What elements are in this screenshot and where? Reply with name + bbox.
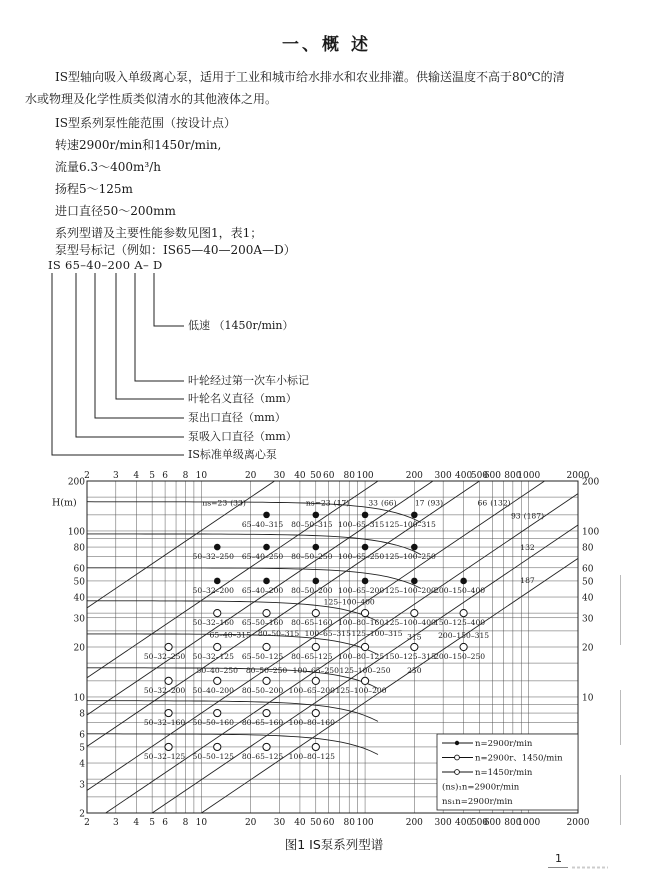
pump-model-label: 80–50–315 bbox=[257, 628, 300, 638]
point-labels bbox=[144, 520, 489, 761]
annotation-inlet: 泵吸入口直径（mm） bbox=[188, 430, 297, 443]
y-tick-label-left: 30 bbox=[73, 614, 85, 625]
x-tick-label-bottom: 30 bbox=[273, 818, 286, 828]
pump-model-label: 50–50–125 bbox=[192, 751, 234, 761]
y-tick-label-left: 8 bbox=[79, 709, 85, 720]
y-tick-label-left: 50 bbox=[73, 577, 85, 588]
x-tick-label-top: 200 bbox=[405, 471, 423, 481]
x-tick-label-bottom: 500 bbox=[470, 818, 489, 828]
y-tick-label-left: 100 bbox=[67, 527, 85, 538]
x-tick-label-top: 3 bbox=[112, 471, 119, 481]
x-tick-label-bottom: 50 bbox=[310, 818, 322, 828]
pump-model-label: 65–50–125 bbox=[241, 652, 284, 661]
x-tick-label-bottom: 1000 bbox=[517, 818, 541, 828]
annotation-low-speed: 低速 （1450r/min） bbox=[188, 319, 294, 332]
pump-model-label: 100–80–125 bbox=[337, 652, 385, 661]
pump-point-1450 bbox=[312, 709, 319, 716]
page-edge-mark bbox=[620, 575, 621, 645]
x-tick-label-bottom: 8 bbox=[182, 818, 189, 828]
pump-point-2900 bbox=[362, 578, 369, 585]
pump-model-label: 125–100–400 bbox=[384, 618, 436, 628]
x-tick-label-top: 40 bbox=[294, 471, 306, 481]
x-tick-label-top: 800 bbox=[504, 471, 522, 481]
x-tick-label-top: 80 bbox=[343, 471, 355, 481]
y-tick-label-left: 20 bbox=[73, 643, 85, 654]
legend-marker-filled bbox=[455, 741, 459, 745]
pump-model-label: 50–32–160 bbox=[192, 618, 234, 628]
y-tick-label-left: 6 bbox=[79, 730, 85, 741]
annotation-impeller: 叶轮名义直径（mm） bbox=[188, 392, 297, 405]
x-tick-label-top: 400 bbox=[455, 471, 473, 481]
pump-model-label: 50–32–200 bbox=[143, 685, 186, 695]
ns-line-sublabel: (17) bbox=[333, 498, 350, 508]
pump-model-label: 100–65–315 bbox=[304, 628, 351, 638]
ns-line bbox=[87, 481, 433, 715]
page-edge-mark bbox=[620, 690, 621, 745]
intro-line-1: IS型轴向吸入单级离心泵，适用于工业和城市给水排水和农业排灌。供输送温度不高于80℃的清 bbox=[55, 70, 565, 84]
x-tick-label-top: 2000 bbox=[566, 471, 590, 481]
pump-model-label: 50–50–160 bbox=[192, 718, 234, 728]
y-tick-label-left: 5 bbox=[79, 743, 85, 754]
pump-model-label: 125–100–400 bbox=[323, 597, 375, 607]
ns-line-label: 66 (132) bbox=[477, 498, 511, 508]
pump-point-2900 bbox=[312, 512, 319, 519]
pump-point-2900-1450 bbox=[460, 610, 467, 617]
pump-model-label: 125–100–250 bbox=[339, 665, 391, 675]
pump-model-label: 80–50–200 bbox=[291, 585, 333, 595]
pump-model-label: 80–65–125 bbox=[291, 652, 333, 661]
x-tick-label-bottom: 10 bbox=[195, 818, 208, 828]
legend-entry-label: n=2900r/min bbox=[475, 739, 533, 749]
legend-entry-label: n=1450r/min bbox=[475, 768, 533, 778]
pump-model-label: 50–32–250 bbox=[143, 652, 186, 661]
pump-point-2900 bbox=[362, 512, 369, 519]
x-tick-label-bottom: 40 bbox=[294, 818, 306, 828]
y-tick-label-left: 40 bbox=[73, 593, 85, 604]
pump-point-2900-1450 bbox=[361, 643, 368, 650]
pump-model-label: 50–40–250 bbox=[196, 665, 238, 675]
page-number-underline bbox=[548, 866, 608, 869]
pump-point-1450 bbox=[361, 677, 368, 684]
x-tick-label-bottom: 800 bbox=[504, 818, 522, 828]
pump-point-2900 bbox=[263, 512, 270, 519]
annotation-outlet: 泵出口直径（mm） bbox=[188, 411, 286, 424]
x-tick-label-top: 600 bbox=[483, 471, 502, 481]
pump-point-2900-1450 bbox=[263, 643, 270, 650]
pump-point-1450 bbox=[214, 709, 221, 716]
pump-model-label: 100–65–250 bbox=[337, 552, 385, 562]
series-ref-line: 系列型谱及主要性能参数见图1，表1； bbox=[55, 226, 263, 240]
annotation-is: IS标准单级离心泵 bbox=[188, 448, 277, 461]
pump-point-2900-1450 bbox=[214, 610, 221, 617]
model-code: IS 65–40–200 A– D bbox=[48, 258, 163, 272]
pump-point-1450 bbox=[165, 677, 172, 684]
x-tick-label-bottom: 100 bbox=[356, 818, 374, 828]
pump-point-2900-1450 bbox=[312, 610, 319, 617]
x-tick-label-top: 60 bbox=[323, 471, 335, 481]
x-tick-label-top: 5 bbox=[149, 471, 155, 481]
pump-model-label: 100–80–125 bbox=[288, 751, 335, 761]
pump-point-1450 bbox=[460, 643, 467, 650]
pump-point-2900-1450 bbox=[361, 610, 368, 617]
annotation-trim: 叶轮经过第一次车小标记 bbox=[188, 374, 309, 387]
pump-point-2900-1450 bbox=[263, 610, 270, 617]
y-tick-label-left: 4 bbox=[79, 759, 85, 770]
pump-point-1450 bbox=[263, 743, 270, 750]
chart-legend bbox=[437, 734, 578, 810]
pump-model-label: 80–50–250 bbox=[291, 552, 333, 562]
ns-line-label: 132 bbox=[520, 542, 535, 552]
pump-model-label: 100–80–160 bbox=[288, 718, 335, 728]
pump-point-2900-1450 bbox=[312, 643, 319, 650]
pump-model-label: 50–32–160 bbox=[143, 718, 186, 728]
pump-model-label: 200–150–250 bbox=[434, 652, 486, 661]
x-tick-label-bottom: 300 bbox=[434, 818, 452, 828]
pump-point-2900-1450 bbox=[214, 643, 221, 650]
pump-model-label: 200–150–315 bbox=[438, 630, 490, 640]
ns-line-label: 33 (66) bbox=[368, 498, 397, 508]
x-tick-label-bottom: 80 bbox=[343, 818, 355, 828]
x-tick-label-top: 50 bbox=[310, 471, 322, 481]
x-tick-label-top: 1000 bbox=[517, 471, 541, 481]
pump-point-1450 bbox=[165, 709, 172, 716]
pump-point-1450 bbox=[312, 743, 319, 750]
x-tick-label-top: 8 bbox=[182, 471, 189, 481]
pump-model-label: 80–50–200 bbox=[241, 685, 284, 695]
ns-line-label: 93 (187) bbox=[510, 511, 545, 521]
legend-entry-label: (ns)₁n=2900r/min bbox=[442, 782, 520, 793]
y-tick-label-right: 60 bbox=[582, 564, 594, 575]
y-tick-label-right: 100 bbox=[582, 527, 600, 538]
pump-point-2900 bbox=[312, 544, 319, 551]
x-tick-label-bottom: 2000 bbox=[566, 818, 590, 828]
pump-model-label: 250 bbox=[407, 665, 422, 675]
page-edge-mark bbox=[620, 775, 621, 825]
y-tick-label-right: 80 bbox=[582, 543, 594, 554]
pump-point-2900 bbox=[263, 544, 270, 551]
pump-point-1450 bbox=[165, 643, 172, 650]
pump-model-label: 50–32–250 bbox=[192, 552, 234, 562]
ns-line-label: ns=23 (17) bbox=[305, 498, 350, 508]
pump-model-label: 100–65–200 bbox=[288, 685, 335, 695]
range-heading: IS型系列泵性能范围（按设计点） bbox=[55, 116, 236, 130]
pump-point-1450 bbox=[411, 643, 418, 650]
ns-line-label: 187 bbox=[520, 576, 535, 586]
y-tick-label-left: 200 bbox=[67, 477, 85, 488]
inlet-line: 进口直径50～200mm bbox=[55, 204, 176, 218]
ns-line-sublabel: (187) bbox=[523, 511, 545, 521]
pump-model-label: 65–40–315 bbox=[241, 519, 284, 529]
pump-model-label: 50–40–200 bbox=[192, 685, 234, 695]
x-tick-label-bottom: 60 bbox=[323, 818, 335, 828]
pump-point-2900 bbox=[362, 544, 369, 551]
x-tick-label-bottom: 4 bbox=[133, 818, 140, 828]
y-tick-label-right: 200 bbox=[582, 477, 600, 488]
pump-point-2900 bbox=[214, 544, 221, 551]
pump-model-label: 125–100–315 bbox=[351, 628, 403, 638]
pump-model-label: 50–32–125 bbox=[192, 652, 234, 661]
pump-point-2900 bbox=[214, 578, 221, 585]
model-mark-line: 泵型号标记（例如：IS65—40—200A—D） bbox=[55, 243, 296, 257]
x-tick-label-bottom: 6 bbox=[162, 818, 168, 828]
pump-point-1450 bbox=[263, 677, 270, 684]
y-axis-label: H(m) bbox=[52, 497, 77, 509]
pump-model-label: 125–100–200 bbox=[384, 585, 436, 595]
x-tick-label-top: 4 bbox=[133, 471, 140, 481]
legend-entry-label: ns₁n=2900r/min bbox=[442, 797, 513, 807]
pump-point-1450 bbox=[214, 677, 221, 684]
x-tick-label-bottom: 20 bbox=[244, 818, 257, 828]
pump-model-label: 65–40–200 bbox=[241, 585, 284, 595]
pump-model-label: 100–65–315 bbox=[337, 519, 385, 529]
y-tick-label-right: 20 bbox=[582, 643, 594, 654]
pump-model-label: 125–100–315 bbox=[384, 519, 436, 529]
y-tick-label-left: 10 bbox=[73, 693, 85, 704]
pump-model-label: 315 bbox=[407, 632, 422, 642]
y-tick-label-right: 30 bbox=[582, 614, 594, 625]
x-tick-label-top: 100 bbox=[356, 471, 374, 481]
x-tick-label-top: 20 bbox=[244, 471, 257, 481]
y-tick-label-right: 50 bbox=[582, 577, 594, 588]
head-line: 扬程5～125m bbox=[55, 182, 133, 196]
y-tick-label-left: 3 bbox=[79, 780, 85, 791]
pump-model-label: 50–32–125 bbox=[143, 751, 186, 761]
pump-model-label: 150–125–315 bbox=[384, 652, 436, 661]
ns-line-sublabel: (33) bbox=[230, 498, 246, 508]
ns-line-label: ns=23 (33) bbox=[202, 498, 246, 508]
y-tick-label-left: 60 bbox=[73, 564, 85, 575]
pump-model-label: 65–40–250 bbox=[241, 552, 284, 562]
y-tick-label-left: 80 bbox=[73, 543, 85, 554]
x-tick-label-bottom: 3 bbox=[112, 818, 119, 828]
x-tick-label-bottom: 200 bbox=[405, 818, 423, 828]
pump-model-label: 150–125–400 bbox=[434, 618, 486, 628]
legend-entry-label: n=2900r、1450/min bbox=[475, 753, 563, 764]
pump-point-2900 bbox=[263, 578, 270, 585]
pump-point-2900-1450 bbox=[411, 610, 418, 617]
pump-model-label: 100–65–200 bbox=[337, 585, 385, 595]
pump-model-label: 50–32–200 bbox=[192, 585, 234, 595]
section-title: 一、概 述 bbox=[282, 35, 371, 55]
pump-model-label: 80–65–160 bbox=[291, 618, 333, 628]
pump-point-1450 bbox=[263, 709, 270, 716]
pump-model-label: 80–50–250 bbox=[245, 665, 288, 675]
intro-line-2: 水或物理及化学性质类似清水的其他液体之用。 bbox=[25, 92, 278, 106]
ns-line-sublabel: (66) bbox=[381, 498, 397, 508]
pump-point-1450 bbox=[214, 743, 221, 750]
speed-line: 转速2900r/min和1450r/min, bbox=[55, 138, 222, 152]
pump-model-label: 100–80–160 bbox=[337, 618, 385, 628]
pump-model-label: 100–65–250 bbox=[292, 665, 339, 675]
pump-model-label: 80–50–315 bbox=[291, 519, 333, 529]
y-tick-label-right: 10 bbox=[582, 693, 594, 704]
x-tick-label-top: 500 bbox=[470, 471, 489, 481]
pump-point-2900 bbox=[411, 578, 418, 585]
ns-line-sublabel: (93) bbox=[427, 498, 444, 508]
pump-model-label: 125–100–250 bbox=[384, 552, 436, 562]
pump-model-label: 125–100–200 bbox=[335, 685, 387, 695]
x-tick-label-bottom: 400 bbox=[455, 818, 473, 828]
legend-marker-open bbox=[455, 755, 460, 760]
flow-line: 流量6.3～400m³/h bbox=[55, 160, 161, 174]
y-tick-label-right: 40 bbox=[582, 593, 594, 604]
pump-model-label: 200–150–400 bbox=[434, 585, 486, 595]
x-tick-label-top: 6 bbox=[162, 471, 168, 481]
x-tick-label-top: 10 bbox=[195, 471, 208, 481]
figure-caption: 图1 IS泵系列型谱 bbox=[284, 837, 384, 852]
x-tick-label-bottom: 600 bbox=[483, 818, 502, 828]
x-tick-label-bottom: 2 bbox=[84, 818, 90, 828]
pump-point-2900 bbox=[411, 512, 418, 519]
pump-point-2900 bbox=[312, 578, 319, 585]
pump-point-1450 bbox=[312, 677, 319, 684]
x-tick-label-top: 2 bbox=[84, 471, 90, 481]
y-tick-label-left: 2 bbox=[79, 809, 85, 820]
pump-point-1450 bbox=[165, 743, 172, 750]
page-number: 1 bbox=[555, 852, 562, 865]
x-tick-label-bottom: 5 bbox=[149, 818, 155, 828]
pump-model-label: 80–65–160 bbox=[241, 718, 284, 728]
legend-marker-open bbox=[455, 770, 460, 775]
pump-model-label: 65–40–315 bbox=[209, 630, 251, 640]
pump-point-2900 bbox=[411, 544, 418, 551]
pump-model-label: 80–65–125 bbox=[241, 751, 284, 761]
ns-line-sublabel: (132) bbox=[490, 498, 511, 508]
pump-model-label: 65–50–160 bbox=[241, 618, 284, 628]
pump-point-2900 bbox=[460, 578, 467, 585]
ns-line-label: 17 (93) bbox=[414, 498, 444, 508]
x-tick-label-top: 30 bbox=[273, 471, 286, 481]
x-tick-label-top: 300 bbox=[434, 471, 452, 481]
